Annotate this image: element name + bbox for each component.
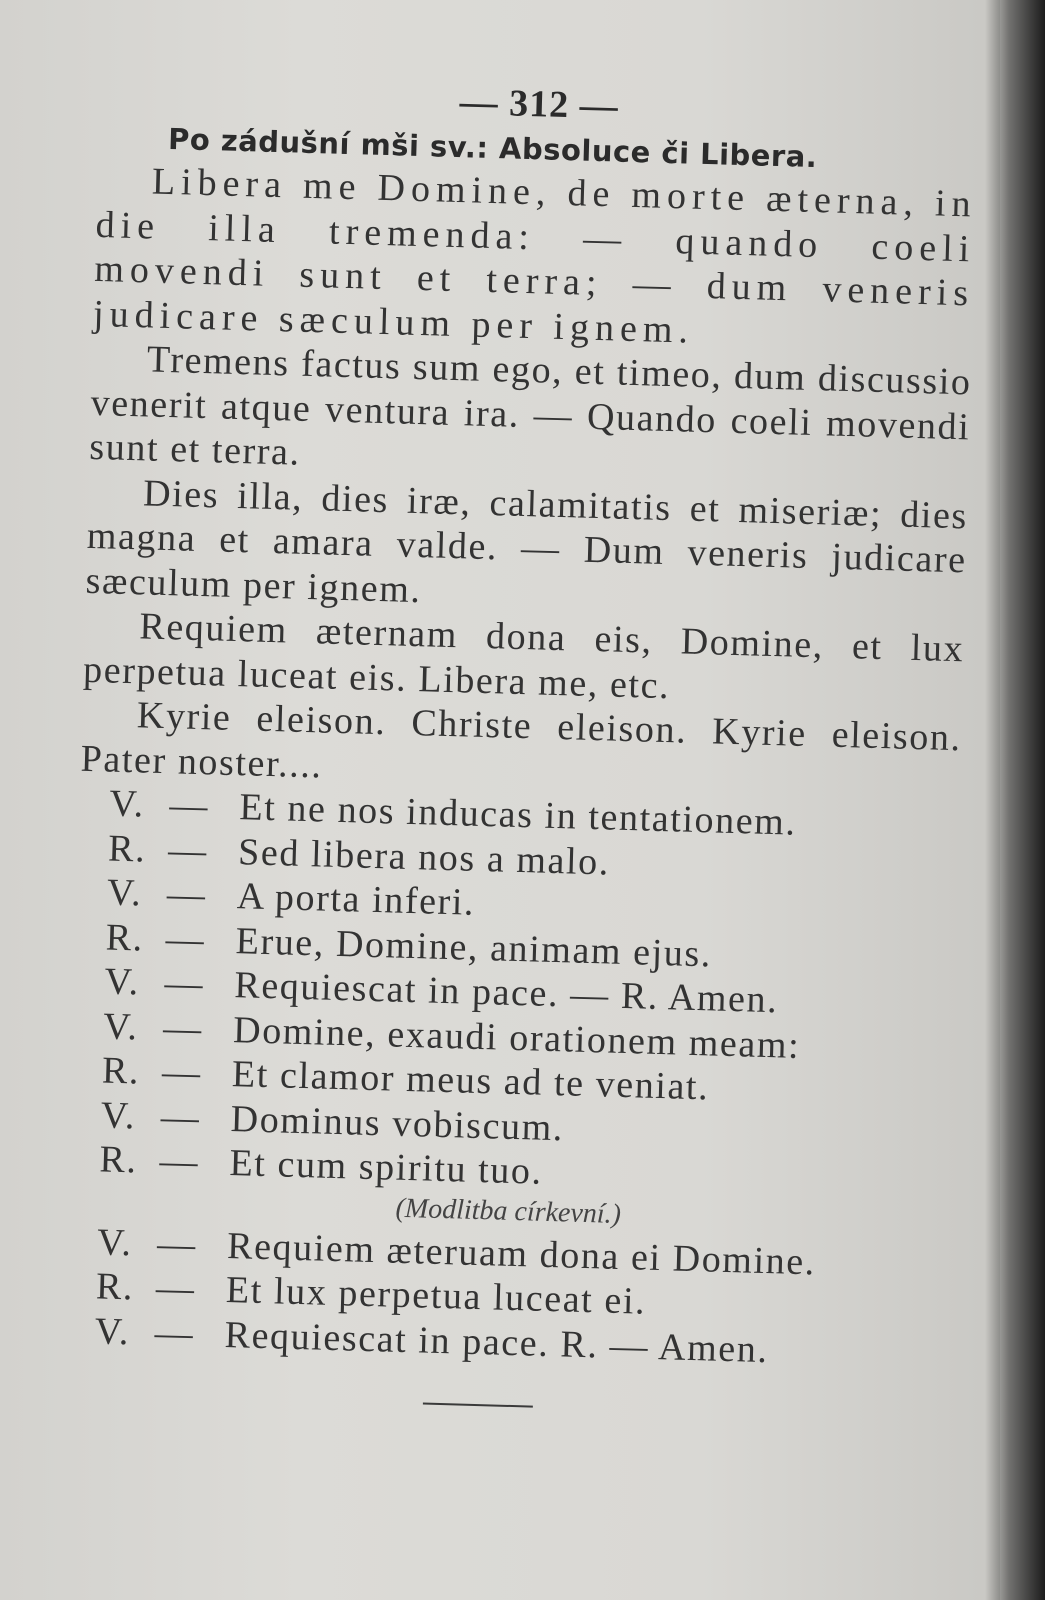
page-content: [63, 70, 980, 1419]
versicle-mark: V.: [100, 1093, 137, 1137]
paragraph-kyrie: Kyrie eleison. Christe eleison. Kyrie eleison. Pater noster....: [80, 694, 963, 786]
versicle-text: Domine, exaudi orationem meam:: [232, 1008, 801, 1067]
versicle-dash: —: [160, 1095, 201, 1139]
versicle-mark: V.: [94, 1309, 131, 1353]
page-number: — 312 —: [459, 81, 620, 128]
versicle-text: Sed libera nos a malo.: [237, 830, 611, 884]
versicle-text: Requiescat in pace. R. — Amen.: [224, 1313, 770, 1371]
versicle-dash: —: [165, 917, 206, 961]
versicle-text: Et clamor meus ad te veniat.: [231, 1053, 710, 1109]
versicle-list-1: [69, 781, 960, 1206]
book-spine-shadow: [985, 0, 1045, 1600]
versicle-text: Dominus vobiscum.: [230, 1097, 565, 1149]
versicle-dash: —: [166, 873, 208, 917]
versicle-mark: R.: [107, 827, 147, 871]
versicle-text: Et ne nos inducas in tentationem.: [238, 786, 798, 844]
versicle-text: A porta inferi.: [236, 875, 476, 924]
versicle-dash: —: [168, 784, 210, 828]
versicle-mark: V.: [103, 960, 141, 1004]
paragraph-requiem: Requiem æternam dona eis, Domine, et lux perpetua luceat eis. Libera me, etc.: [82, 605, 965, 707]
versicle-dash: —: [158, 1140, 200, 1184]
paragraph-libera: Libera me Domine, de morte æterna, in die illa tremenda: — quando coeli movendi sunt et terra; — dum veneris judicare sæculum per ignem.: [92, 160, 978, 352]
versicle-text: Requiescat in pace. — R. Amen.: [233, 964, 779, 1022]
versicle-mark: V.: [102, 1004, 140, 1048]
versicle-dash: —: [162, 1006, 204, 1050]
versicle-mark: V.: [108, 782, 146, 826]
versicle-text: Erue, Domine, animam ejus.: [235, 919, 713, 975]
versicle-dash: —: [154, 1311, 195, 1355]
versicle-mark: R.: [105, 916, 145, 960]
versicle-list-2: [64, 1219, 947, 1377]
versicle-dash: —: [161, 1051, 203, 1095]
versicle-dash: —: [155, 1267, 197, 1311]
paragraph-dies-illa: Dies illa, dies iræ, calamitatis et miseriæ; dies magna et amara valde. — Dum veneris judicare sæculum per ignem.: [85, 471, 969, 611]
prayer-note: (Modlitba církevní.): [395, 1192, 622, 1230]
versicle-text: Requiem æteruam dona ei Domine.: [226, 1224, 817, 1283]
section-heading: Po zádušní mši sv.: Absoluce či Libera.: [167, 121, 818, 175]
versicle-text: Et cum spiritu tuo.: [228, 1142, 544, 1193]
versicle-dash: —: [156, 1222, 198, 1266]
versicle-mark: R.: [98, 1138, 139, 1182]
versicle-mark: V.: [96, 1220, 134, 1264]
versicle-mark: R.: [101, 1049, 141, 1093]
versicle-mark: R.: [95, 1265, 135, 1309]
versicle-dash: —: [167, 828, 209, 872]
paragraph-tremens: Tremens factus sum ego, et timeo, dum discussio venerit atque ventura ira. — Quando coeli movendi sunt et terra.: [88, 338, 973, 474]
versicle-mark: V.: [106, 871, 143, 915]
versicle-text: Et lux perpetua luceat ei.: [225, 1269, 647, 1323]
versicle-dash: —: [163, 962, 205, 1006]
closing-rule: [423, 1403, 533, 1408]
